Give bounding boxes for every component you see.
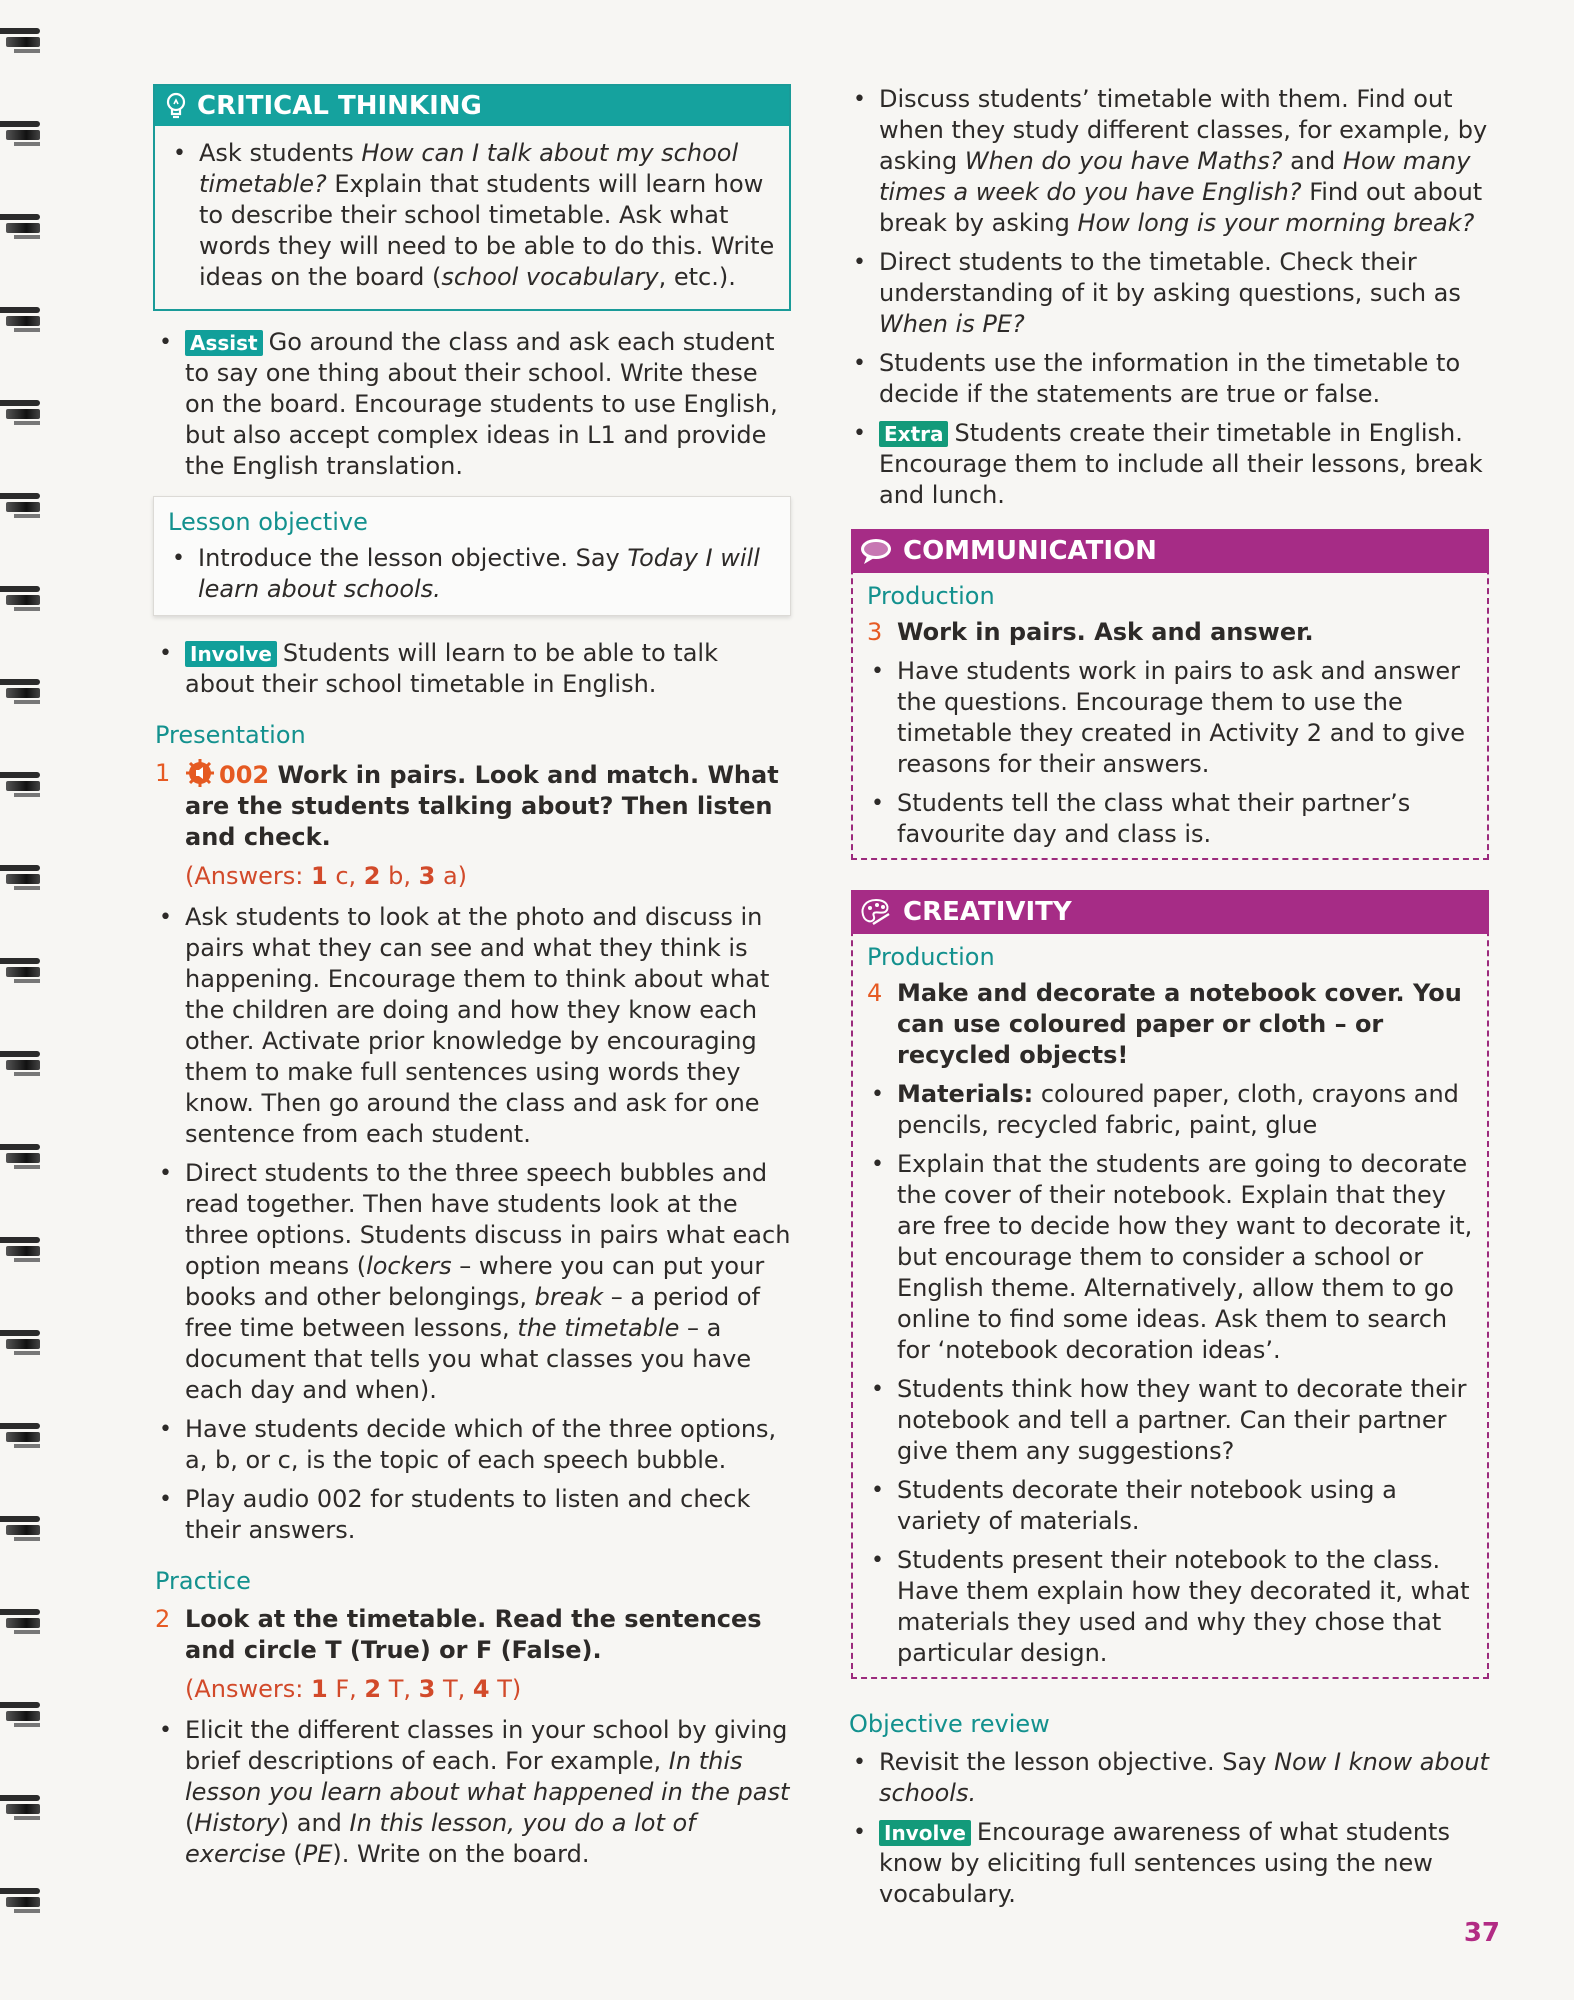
extra-bullet: • Extra Students create their timetable in English. Encourage them to include all their lessons, break and lunch. [849,418,1489,511]
involve-tag: Involve [185,641,277,667]
spiral-coil [0,1694,44,1734]
creativity-box [851,890,1489,1679]
activity-4-instruction: 4 Make and decorate a notebook cover. You can use coloured paper or cloth – or recycled objects! [867,979,1462,1069]
critical-thinking-title: CRITICAL THINKING [197,91,482,121]
objective-review-involve-bullet: • Involve Encourage awareness of what students know by eliciting full sentences using the new vocabulary. [849,1817,1489,1910]
audio-icon [185,758,215,788]
spiral-coil [0,1136,44,1176]
speech-bubble-icon [859,537,893,565]
lightbulb-icon [165,92,187,120]
spiral-coil [0,1229,44,1269]
communication-bullet: • Have students work in pairs to ask and answer the questions. Encourage them to use the timetable they created in Activity 2 and to give reasons for their answers. [867,656,1473,780]
objective-review-bullet: • Revisit the lesson objective. Say Now I know about schools. [849,1747,1489,1809]
timetable-bullet: • Discuss students’ timetable with them. Find out when they study different classes, for example, by asking When do you have Maths? and How many times a week do you have English? Find out about break by asking How long is your morning break? [849,84,1489,239]
spiral-coil [0,1508,44,1548]
lesson-objective-title: Lesson objective [168,508,368,536]
activity-1-answers: (Answers: 1 c, 2 b, 3 a) [185,862,468,890]
communication-subheading: Production [867,582,995,610]
spiral-coil [0,299,44,339]
activity-2-answers: (Answers: 1 F, 2 T, 3 T, 4 T) [185,1675,522,1703]
lesson-objective-bullet: • Introduce the lesson objective. Say Today I will learn about schools. [168,543,776,605]
spiral-coil [0,950,44,990]
creativity-bullet: • Materials: coloured paper, cloth, crayons and pencils, recycled fabric, paint, glue [867,1079,1473,1141]
presentation-bullet: • Ask students to look at the photo and discuss in pairs what they can see and what they think is happening. Encourage them to think about what the children are doing and how they know each other. Activate prior knowledge by encouraging them to make full sentences using words they know. Then go around the class and ask for one sentence from each student. [155,902,791,1150]
spiral-coil [0,206,44,246]
communication-bullet: • Students tell the class what their partner’s favourite day and class is. [867,788,1473,850]
spiral-coil [0,1601,44,1641]
spiral-coil [0,392,44,432]
involve-tag: Involve [879,1820,971,1846]
spiral-coil [0,1880,44,1920]
audio-track: 002 [219,761,270,789]
presentation-bullet: • Direct students to the three speech bubbles and read together. Then have students look at the three options. Students discuss in pairs what each option means (lockers – where you can put your books and other belongings, break – a period of free time between lessons, the timetable – a document that tells you what classes you have each day and when). [155,1158,791,1406]
left-column [155,84,791,1878]
spiral-coil [0,20,44,60]
activity-2-instruction: 2 Look at the timetable. Read the sentences and circle T (True) or F (False). [155,1605,762,1664]
communication-box [851,529,1489,860]
activity-1-instruction: 1 002 Work in pairs. Look and match. What are the students talking about? Then listen and check. [155,759,779,851]
timetable-bullet: • Students use the information in the timetable to decide if the statements are true or false. [849,348,1489,410]
spiral-coil [0,113,44,153]
spiral-coil [0,1415,44,1455]
assist-bullet: • Assist Go around the class and ask each student to say one thing about their school. Write these on the board. Encourage students to use English, but also accept complex ideas in L1 and provide the English translation. [155,327,791,482]
spiral-coil [0,578,44,618]
presentation-bullet: • Have students decide which of the three options, a, b, or c, is the topic of each speech bubble. [155,1414,791,1476]
spiral-coil [0,764,44,804]
involve-bullet: • Involve Students will learn to be able to talk about their school timetable in English. [155,638,791,700]
presentation-bullet: • Play audio 002 for students to listen and check their answers. [155,1484,791,1546]
creativity-bullet: • Students decorate their notebook using a variety of materials. [867,1475,1473,1537]
communication-header [851,529,1489,573]
page-number: 37 [1463,1918,1500,1948]
timetable-bullet: • Direct students to the timetable. Check their understanding of it by asking questions, such as When is PE? [849,247,1489,340]
practice-bullet: • Elicit the different classes in your school by giving brief descriptions of each. For example, In this lesson you learn about what happened in the past (History) and In this lesson, you do a lot of exercise (PE). Write on the board. [155,1715,791,1870]
activity-3-instruction: 3 Work in pairs. Ask and answer. [867,618,1314,646]
creativity-bullet: • Explain that the students are going to decorate the cover of their notebook. Explain that they are free to decide how they want to decorate it, but encourage them to consider a school or English theme. Alternatively, allow them to go online to find some ideas. Ask them to search for ‘notebook decoration ideas’. [867,1149,1473,1366]
extra-tag: Extra [879,421,948,447]
critical-thinking-box [153,84,791,311]
spiral-coil [0,1787,44,1827]
creativity-bullet: • Students present their notebook to the class. Have them explain how they decorated it, what materials they used and why they chose that particular design. [867,1545,1473,1669]
assist-tag: Assist [185,330,263,356]
creativity-title: CREATIVITY [903,897,1072,927]
creativity-bullet: • Students think how they want to decorate their notebook and tell a partner. Can their partner give them any suggestions? [867,1374,1473,1467]
objective-review-heading: Objective review [849,1710,1050,1738]
practice-heading: Practice [155,1567,251,1595]
creativity-header [851,890,1489,934]
critical-thinking-header [155,86,789,126]
spiral-binding [0,20,44,1980]
palette-icon [859,897,893,927]
spiral-coil [0,1322,44,1362]
right-column [849,84,1489,1918]
critical-thinking-bullet: • Ask students How can I talk about my school timetable? Explain that students will learn how to describe their school timetable. Ask what words they will need to be able to do this. Write ideas on the board (school vocabulary, etc.). [169,138,775,293]
creativity-subheading: Production [867,943,995,971]
spiral-coil [0,485,44,525]
presentation-heading: Presentation [155,721,306,749]
lesson-objective-box [153,496,791,616]
spiral-coil [0,1043,44,1083]
spiral-coil [0,671,44,711]
communication-title: COMMUNICATION [903,536,1157,566]
spiral-coil [0,857,44,897]
